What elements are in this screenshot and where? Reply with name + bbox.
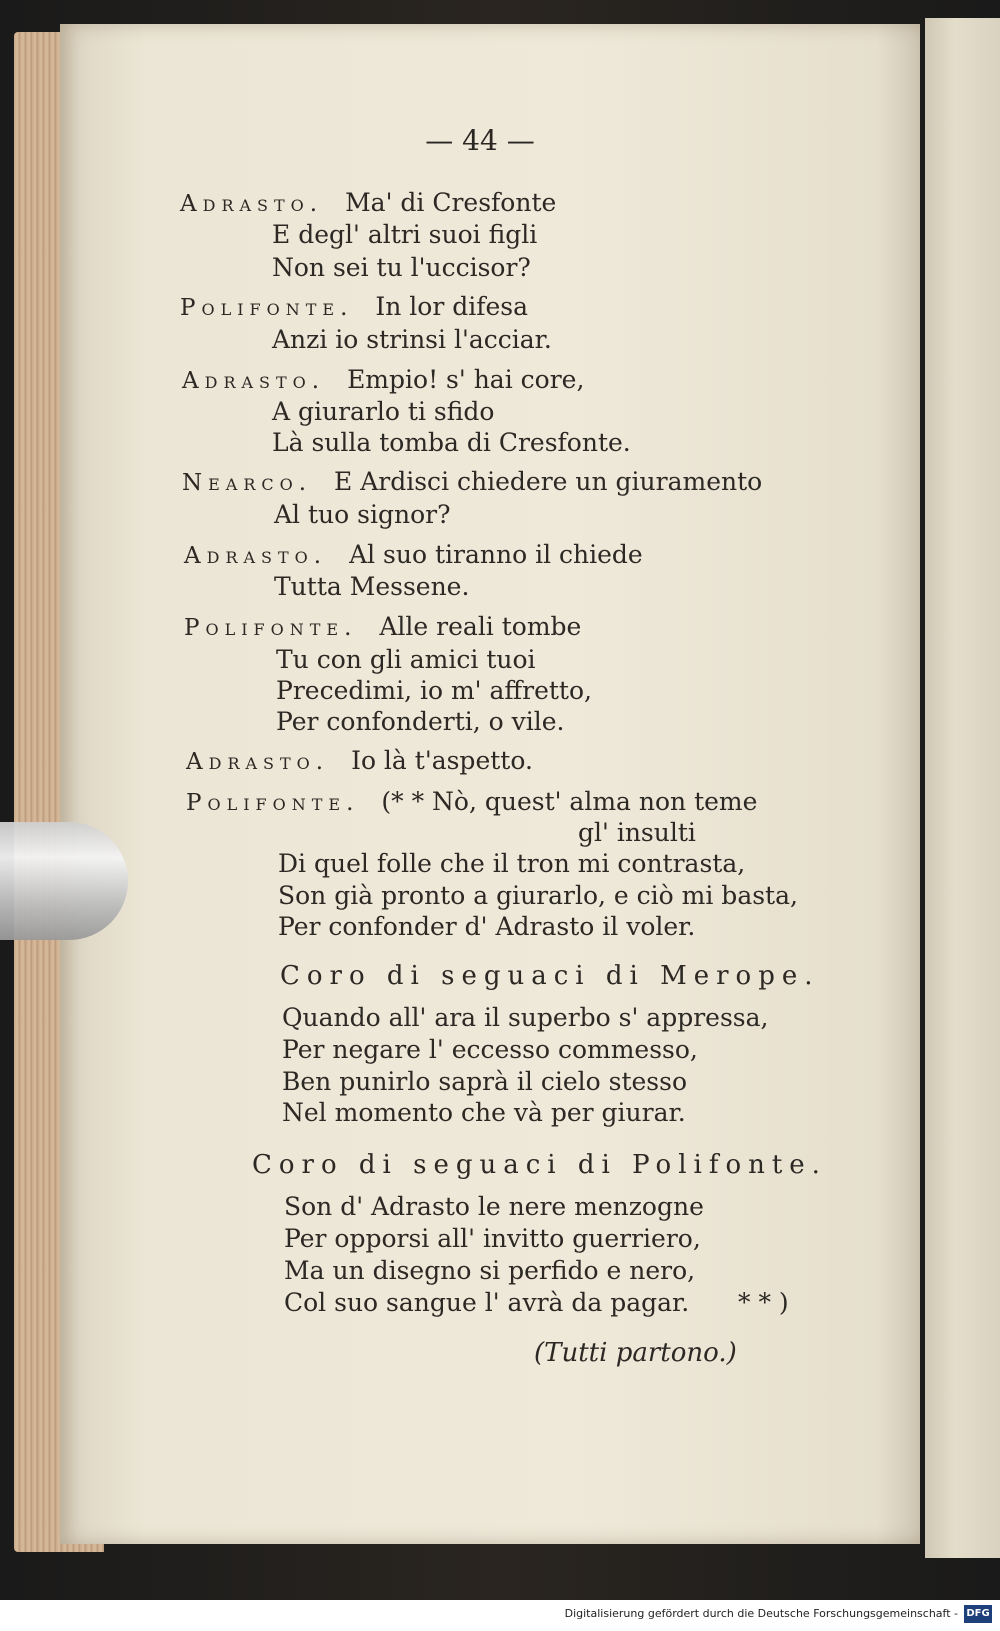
- dialogue-line: Di quel folle che il tron mi contrasta,: [278, 849, 746, 878]
- dialogue-line: [182, 467, 762, 496]
- line-text: Empio! s' hai core,: [347, 365, 585, 394]
- speaker-name: Polifonte.: [186, 790, 360, 816]
- dialogue-line: gl' insulti: [578, 818, 696, 847]
- chorus-title: Coro di seguaci di Polifonte.: [252, 1150, 827, 1180]
- chorus-line: Ma un disegno si perfido e nero,: [284, 1256, 696, 1285]
- dialogue-line: [184, 540, 643, 569]
- chorus-line: Per opporsi all' invitto guerriero,: [284, 1224, 701, 1253]
- dialogue-line: Tutta Messene.: [274, 572, 470, 601]
- chorus-line: Son d' Adrasto le nere menzogne: [284, 1192, 704, 1221]
- dfg-logo: DFG: [964, 1605, 992, 1623]
- dialogue-line: Precedimi, io m' affretto,: [276, 676, 592, 705]
- adjacent-page: [925, 18, 1000, 1558]
- dialogue-line: Al tuo signor?: [274, 500, 451, 529]
- speaker-name: Adrasto.: [186, 749, 330, 775]
- chorus-title: Coro di seguaci di Merope.: [280, 961, 820, 991]
- dialogue-line: Non sei tu l'uccisor?: [272, 253, 531, 282]
- chorus-line: Per negare l' eccesso commesso,: [282, 1035, 698, 1064]
- speaker-name: Nearco.: [182, 470, 313, 496]
- footer-bar: [0, 1600, 1000, 1631]
- chorus-line: Quando all' ara il superbo s' appressa,: [282, 1003, 769, 1032]
- line-text: Ma' di Cresfonte: [345, 188, 557, 217]
- dialogue-line: Tu con gli amici tuoi: [276, 645, 536, 674]
- chorus-closing: * * ): [738, 1288, 789, 1317]
- footer-credit: Digitalisierung gefördert durch die Deutsche Forschungsgemeinschaft -: [564, 1607, 958, 1620]
- line-text: In lor difesa: [375, 292, 529, 321]
- chorus-line: Ben punirlo saprà il cielo stesso: [282, 1067, 688, 1096]
- page-number: — 44 —: [425, 124, 535, 157]
- line-text: Io là t'aspetto.: [351, 746, 533, 775]
- dialogue-line: Là sulla tomba di Cresfonte.: [272, 428, 631, 457]
- dialogue-line: E degl' altri suoi figli: [272, 220, 538, 249]
- speaker-name: Polifonte.: [180, 295, 354, 321]
- dialogue-line: Son già pronto a giurarlo, e ciò mi basta,: [278, 881, 798, 910]
- line-text: Alle reali tombe: [379, 612, 582, 641]
- page-holder-clip: [0, 822, 128, 940]
- dialogue-line: Anzi io strinsi l'acciar.: [272, 325, 552, 354]
- chorus-line: Nel momento che và per giurar.: [282, 1098, 686, 1127]
- line-text: Al suo tiranno il chiede: [349, 540, 643, 569]
- dialogue-line: [182, 365, 584, 394]
- speaker-name: Polifonte.: [184, 615, 358, 641]
- dialogue-line: [184, 612, 581, 641]
- line-text: (* * Nò, quest' alma non teme: [381, 787, 758, 816]
- speaker-name: Adrasto.: [182, 368, 326, 394]
- chorus-line: Col suo sangue l' avrà da pagar.: [284, 1288, 690, 1317]
- dialogue-line: [180, 188, 556, 217]
- dialogue-line: Per confonder d' Adrasto il voler.: [278, 912, 696, 941]
- line-text: E Ardisci chiedere un giuramento: [334, 467, 763, 496]
- dialogue-line: Per confonderti, o vile.: [276, 707, 565, 736]
- dialogue-line: A giurarlo ti sfido: [272, 397, 495, 426]
- dialogue-line: [186, 746, 533, 775]
- stage-direction: (Tutti partono.): [534, 1338, 737, 1368]
- dialogue-line: [186, 787, 757, 816]
- dialogue-line: [180, 292, 528, 321]
- speaker-name: Adrasto.: [184, 543, 328, 569]
- speaker-name: Adrasto.: [180, 191, 324, 217]
